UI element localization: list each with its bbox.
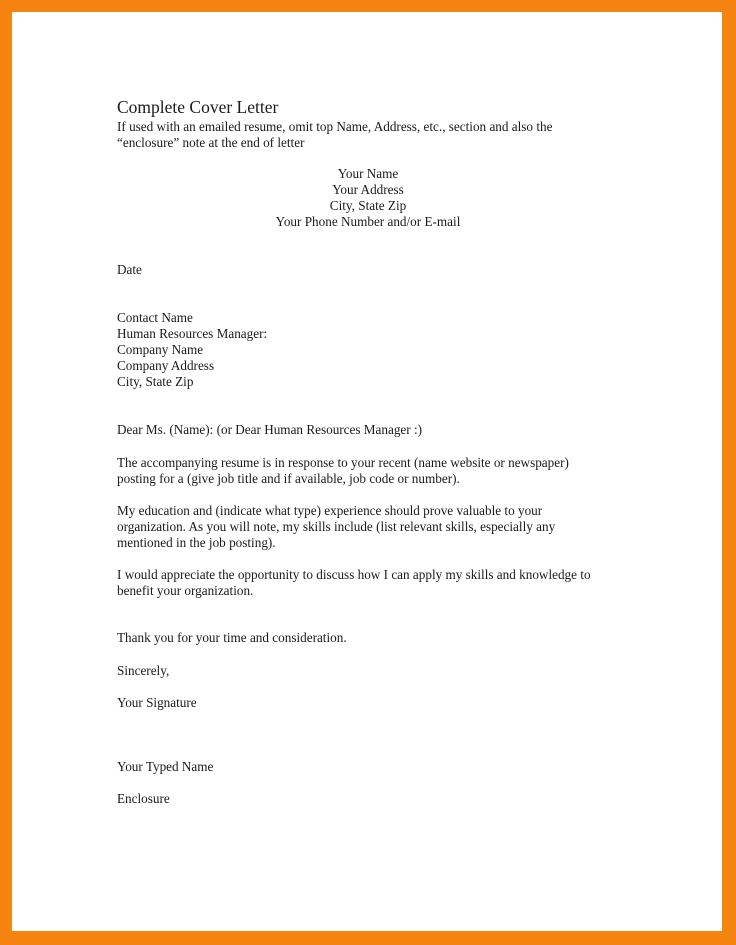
salutation: Dear Ms. (Name): (or Dear Human Resources Manager :) [117, 422, 423, 437]
letter-date: Date [117, 262, 142, 277]
thank-you-line: Thank you for your time and consideration. [117, 630, 347, 645]
sender-city-state-zip: City, State Zip [329, 198, 407, 213]
sender-address: Your Address [332, 182, 404, 197]
paragraph-3-line-2: benefit your organization. [117, 583, 254, 598]
paragraph-1-line-2: posting for a (give job title and if available, job code or number). [117, 471, 460, 486]
paragraph-3-line-1: I would appreciate the opportunity to discuss how I can apply my skills and knowledge to [117, 567, 591, 582]
recipient-title: Human Resources Manager: [117, 326, 268, 341]
recipient-company-address: Company Address [117, 358, 215, 373]
sender-name: Your Name [337, 166, 399, 181]
paragraph-2-line-2: organization. As you will note, my skills include (list relevant skills, especially any [117, 519, 556, 534]
sender-contact: Your Phone Number and/or E-mail [275, 214, 461, 229]
paragraph-2-line-3: mentioned in the job posting). [117, 535, 276, 550]
recipient-company-name: Company Name [117, 342, 204, 357]
sign-off: Sincerely, [117, 663, 170, 678]
document-title: Complete Cover Letter [117, 97, 279, 117]
paragraph-1-line-1: The accompanying resume is in response to your recent (name website or newspaper) [117, 455, 569, 470]
signature-placeholder: Your Signature [117, 695, 197, 710]
paragraph-2-line-1: My education and (indicate what type) experience should prove valuable to your [117, 503, 543, 518]
typed-name: Your Typed Name [117, 759, 214, 774]
instruction-line-2: “enclosure” note at the end of letter [117, 135, 305, 150]
instruction-line-1: If used with an emailed resume, omit top Name, Address, etc., section and also the [117, 119, 553, 134]
recipient-contact-name: Contact Name [117, 310, 193, 325]
recipient-city-state-zip: City, State Zip [117, 374, 194, 389]
enclosure-note: Enclosure [117, 791, 170, 806]
